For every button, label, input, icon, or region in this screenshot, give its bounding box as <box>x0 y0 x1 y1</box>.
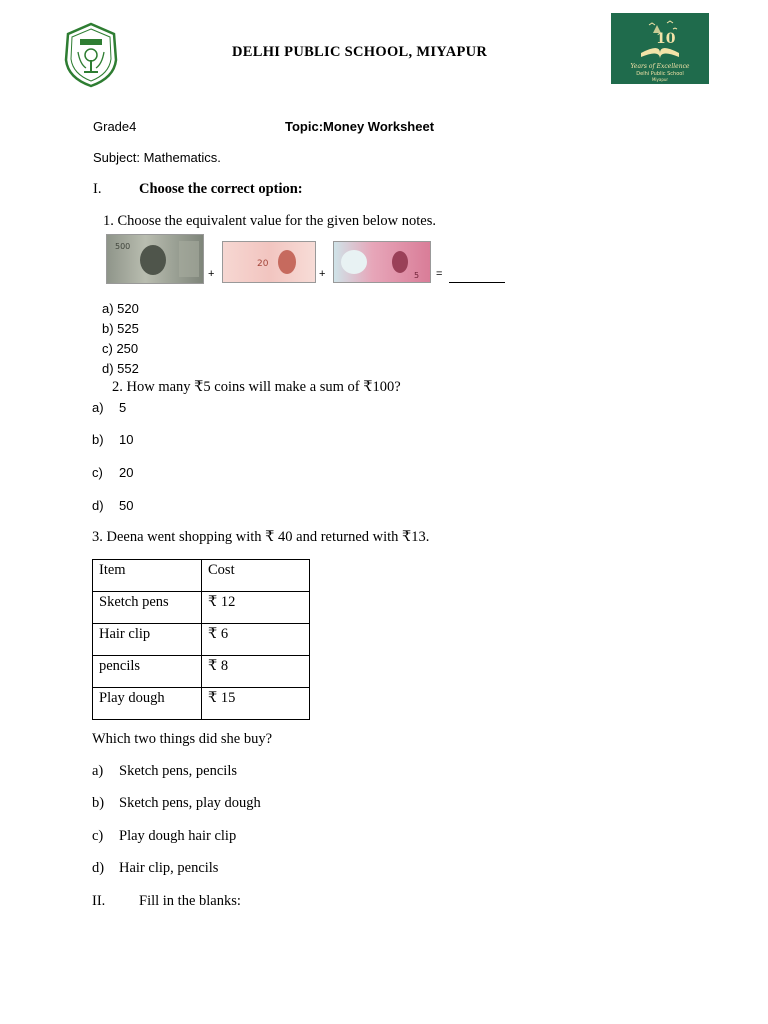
q1-option-d: d) 552 <box>102 361 139 376</box>
q1-option-c: c) 250 <box>102 341 139 356</box>
section-2-title: Fill in the blanks: <box>139 893 241 909</box>
q3-option-c-letter: c) <box>92 828 104 844</box>
plus-sign-2: + <box>319 268 326 280</box>
school-crest-logo <box>62 22 120 88</box>
q3-option-b-letter: b) <box>92 795 105 811</box>
q2-option-b-value: 10 <box>119 432 134 447</box>
section-1-numeral: I. <box>93 181 102 197</box>
table-cell-cost: ₹ 15 <box>202 688 310 720</box>
school-name: DELHI PUBLIC SCHOOL, MIYAPUR <box>232 44 488 60</box>
q3-option-a-value: Sketch pens, pencils <box>119 763 237 779</box>
table-cell-item: pencils <box>93 656 202 688</box>
q3-option-b-value: Sketch pens, play dough <box>119 795 261 811</box>
section-1-title: Choose the correct option: <box>139 181 303 197</box>
note-500-value: 500 <box>115 242 131 251</box>
q2-option-d-value: 50 <box>119 498 134 513</box>
q2-option-c-value: 20 <box>119 465 134 480</box>
table-cell-cost: ₹ 8 <box>202 656 310 688</box>
table-cell-cost: ₹ 12 <box>202 592 310 624</box>
q2-option-a-value: 5 <box>119 400 127 415</box>
note-500-image <box>106 234 204 284</box>
badge-line-2: Delhi Public School <box>636 71 684 77</box>
note-20-value: 20 <box>257 259 269 269</box>
table-header-row <box>93 560 310 592</box>
question-3-prompt: Which two things did she buy? <box>92 731 273 747</box>
badge-line-1: Years of Excellence <box>630 63 690 70</box>
table-cell-cost: ₹ 6 <box>202 624 310 656</box>
note-20-image <box>222 241 316 283</box>
plus-sign-1: + <box>208 268 215 280</box>
q3-option-a-letter: a) <box>92 763 104 779</box>
table-header-cost: Cost <box>202 560 310 592</box>
table-cell-item: Sketch pens <box>93 592 202 624</box>
years-of-excellence-badge <box>611 13 709 84</box>
q2-option-a-letter: a) <box>92 400 104 415</box>
table-row <box>93 624 310 656</box>
items-cost-table <box>92 559 310 720</box>
question-3-text: 3. Deena went shopping with ₹ 40 and returned with ₹13. <box>92 529 430 545</box>
table-row <box>93 656 310 688</box>
q2-option-c-letter: c) <box>92 465 103 480</box>
note-5-value: 5 <box>414 271 420 280</box>
note-5-image <box>333 241 431 283</box>
q2-option-d-letter: d) <box>92 498 104 513</box>
subject-label: Subject: Mathematics. <box>93 150 221 165</box>
question-2-text: 2. How many ₹5 coins will make a sum of ₹100? <box>112 379 401 395</box>
grade-label: Grade4 <box>93 119 137 134</box>
table-row <box>93 688 310 720</box>
q2-option-b-letter: b) <box>92 432 104 447</box>
table-header-item: Item <box>93 560 202 592</box>
badge-line-3: Miyapur <box>651 77 669 82</box>
q3-option-d-letter: d) <box>92 860 105 876</box>
topic-label: Topic:Money Worksheet <box>285 119 435 134</box>
q3-option-c-value: Play dough hair clip <box>119 828 237 844</box>
equals-sign: = <box>436 268 443 280</box>
q3-option-d-value: Hair clip, pencils <box>119 860 219 876</box>
table-cell-item: Play dough <box>93 688 202 720</box>
table-row <box>93 592 310 624</box>
badge-number: 10 <box>656 31 676 47</box>
section-2-numeral: II. <box>92 893 106 909</box>
answer-blank-line <box>449 282 505 283</box>
question-1-text: 1. Choose the equivalent value for the given below notes. <box>103 213 437 229</box>
q1-option-b: b) 525 <box>102 321 139 336</box>
q1-option-a: a) 520 <box>102 301 139 316</box>
table-cell-item: Hair clip <box>93 624 202 656</box>
